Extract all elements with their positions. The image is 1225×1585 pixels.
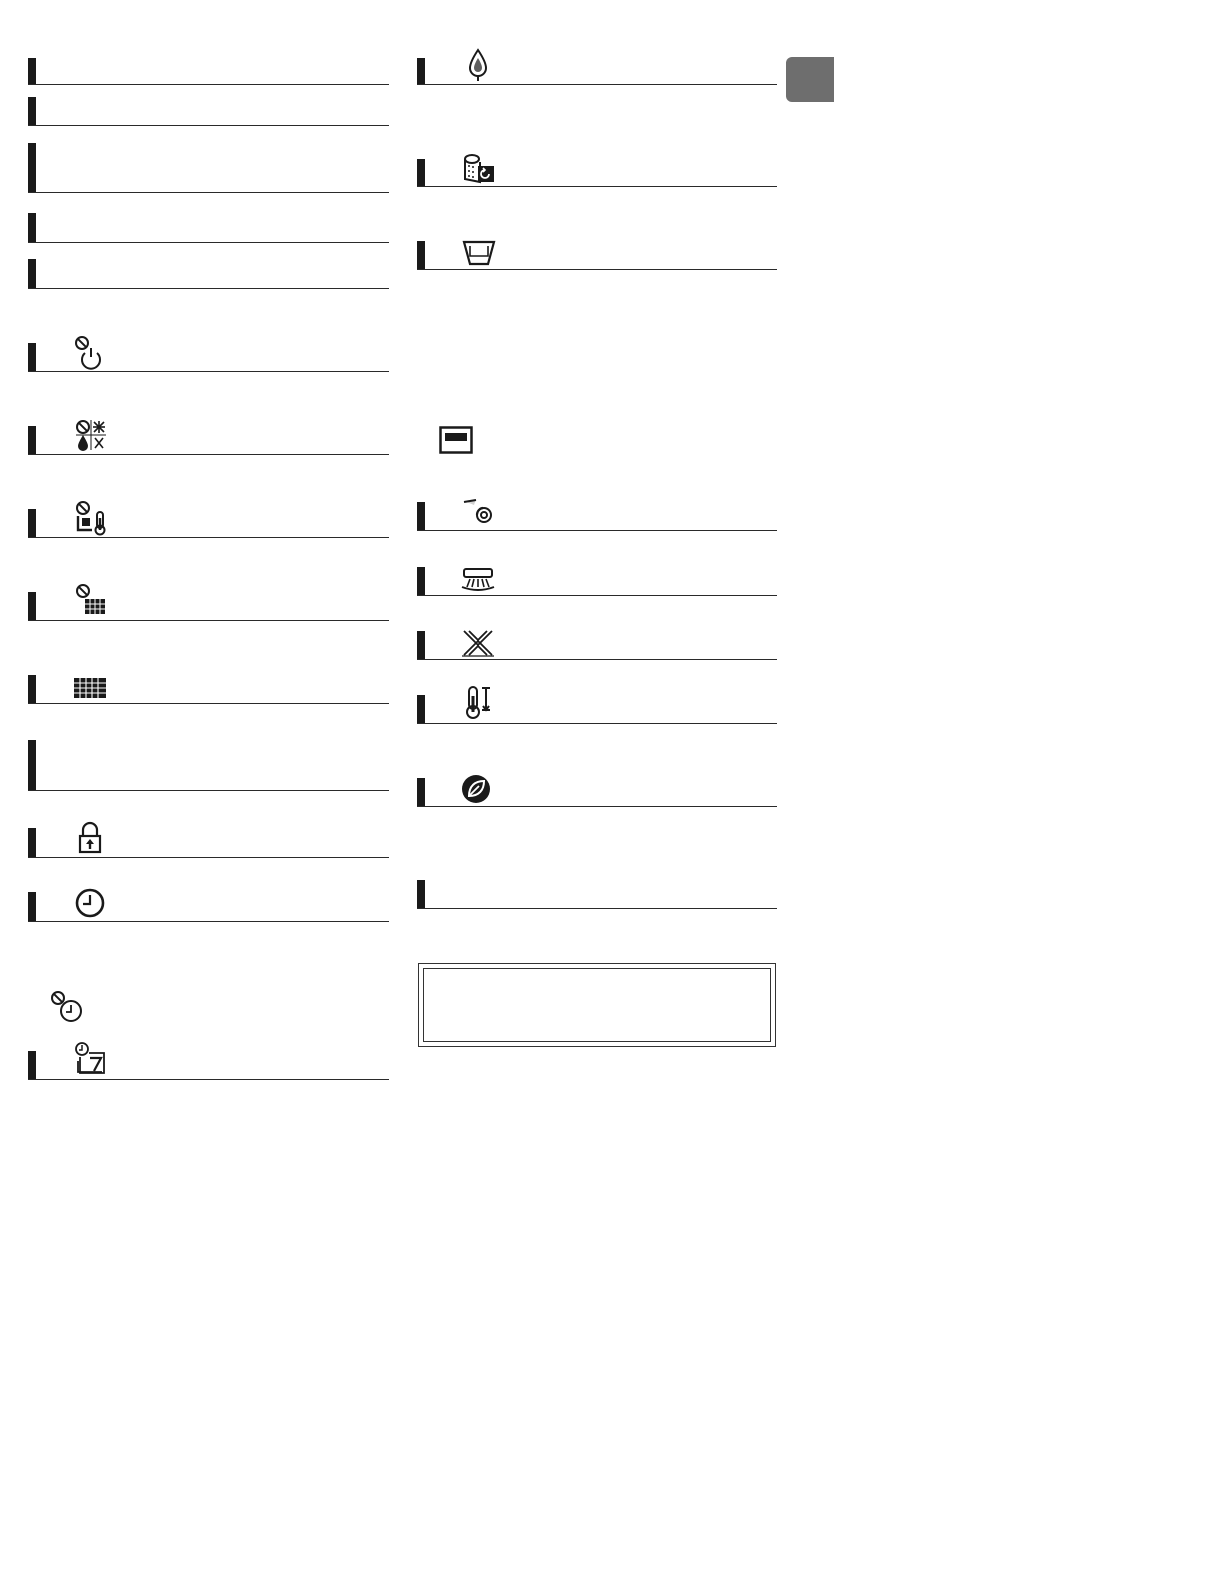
section-marker — [28, 97, 36, 125]
prohibit-temperature-icon — [74, 500, 108, 536]
section-heading-11 — [28, 740, 389, 791]
element-clean-icon — [462, 152, 496, 186]
prohibit-clock-icon — [50, 990, 84, 1024]
eco-leaf-icon — [460, 773, 492, 805]
section-marker — [417, 778, 425, 806]
clock-icon — [74, 887, 106, 919]
section-marker — [28, 675, 36, 703]
section-marker — [28, 58, 36, 84]
section-heading-4 — [28, 213, 389, 243]
fan-icon — [462, 497, 496, 527]
section-marker — [28, 343, 36, 371]
prohibit-mode-icon — [74, 418, 108, 452]
section-marker — [28, 828, 36, 857]
section-marker — [28, 213, 36, 242]
language-tab — [786, 57, 834, 102]
swing-icon — [460, 627, 496, 659]
section-heading-right-10 — [417, 880, 777, 909]
section-marker — [28, 259, 36, 288]
section-marker — [417, 58, 425, 84]
lock-icon — [78, 822, 102, 854]
section-heading-3 — [28, 143, 389, 193]
section-heading-5 — [28, 259, 389, 289]
note-box — [418, 963, 776, 1047]
filter-icon — [74, 678, 108, 700]
thermometer-range-icon — [465, 684, 495, 720]
section-marker — [417, 567, 425, 595]
weekly-timer-icon — [74, 1041, 108, 1075]
note-box-inner — [423, 968, 771, 1042]
section-marker — [417, 502, 425, 530]
section-marker — [28, 740, 36, 790]
section-marker — [417, 695, 425, 723]
display-icon — [439, 426, 473, 454]
section-marker — [417, 159, 425, 186]
section-marker — [28, 592, 36, 620]
drop-icon — [467, 48, 489, 82]
airflow-icon — [460, 565, 496, 593]
section-marker — [28, 892, 36, 921]
prohibit-filter-icon — [74, 583, 108, 617]
prohibit-power-icon — [74, 335, 108, 369]
section-heading-2 — [28, 97, 389, 126]
section-marker — [28, 143, 36, 192]
drain-pan-icon — [462, 238, 496, 268]
section-heading-1 — [28, 58, 389, 85]
section-marker — [417, 631, 425, 659]
section-marker — [28, 1051, 36, 1079]
section-marker — [417, 880, 425, 908]
section-marker — [417, 241, 425, 269]
section-marker — [28, 426, 36, 454]
section-marker — [28, 509, 36, 537]
